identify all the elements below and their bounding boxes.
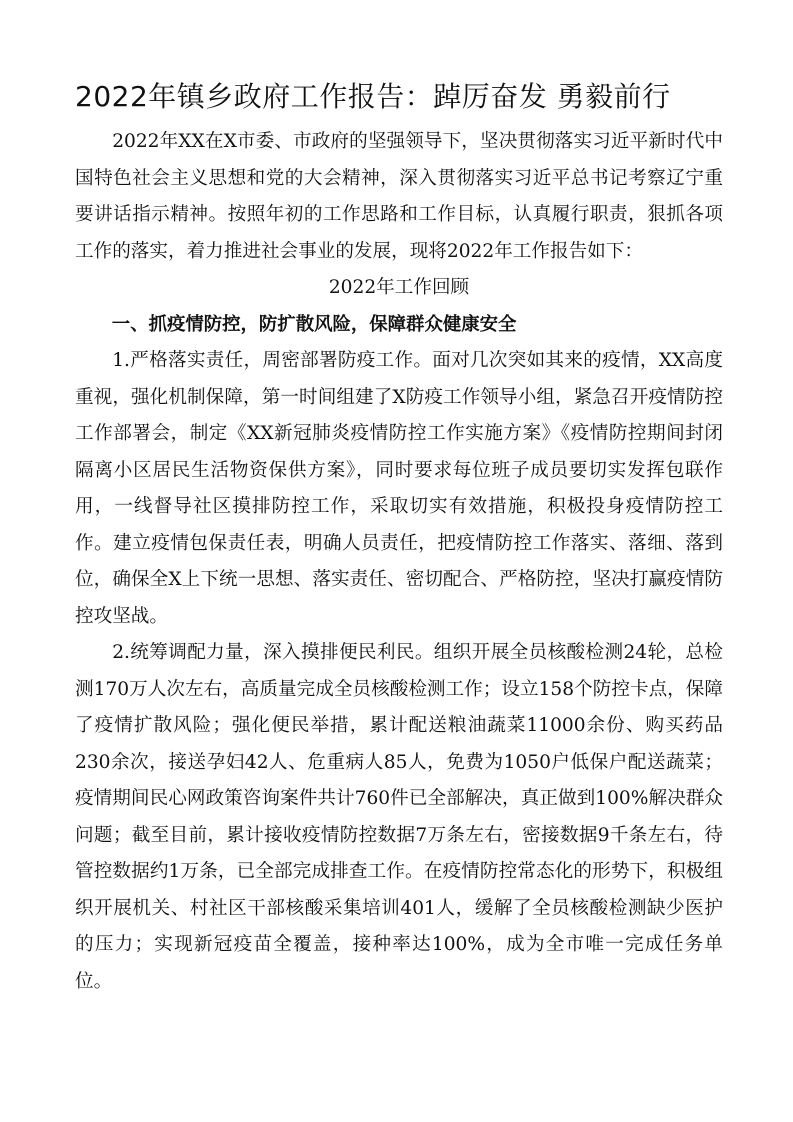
- heading-epidemic-control: 一、抓疫情防控，防扩散风险，保障群众健康安全: [111, 313, 517, 335]
- section-title: 2022年工作回顾: [328, 277, 470, 298]
- paragraph-item-1: 1.严格落实责任，周密部署防疫工作。面对几次突如其来的疫情，XX高度重视，强化机制保障，第一时间组建了X防疫工作领导小组，紧急召开疫情防控工作部署会，制定《XX新冠肺炎疫情防控工作实施方案》《疫情防控期间封闭隔离小区居民生活物资保供方案》，同时要求每位班子成员要切实发挥包联作用，一线督导社区摸排防控工作，采取切实有效措施，积极投身疫情防控工作。建立疫情包保责任表，明确人员责任，把疫情防控工作落实、落细、落到位，确保全X上下统一思想、落实责任、密切配合、严格防控，坚决打赢疫情防控攻坚战。: [75, 350, 723, 627]
- document-page: [75, 70, 723, 1000]
- document-title: 2022年镇乡政府工作报告：踔厉奋发 勇毅前行: [75, 80, 671, 113]
- intro-paragraph: 2022年XX在X市委、市政府的坚强领导下，坚决贯彻落实习近平新时代中国特色社会主义思想和党的大会精神，深入贯彻落实习近平总书记考察辽宁重要讲话指示精神。按照年初的工作思路和工作目标，认真履行职责，狠抓各项工作的落实，着力推进社会事业的发展，现将2022年工作报告如下：: [75, 131, 723, 262]
- paragraph-item-2: 2.统筹调配力量，深入摸排便民利民。组织开展全员核酸检测24轮，总检测170万人次左右，高质量完成全员核酸检测工作；设立158个防控卡点，保障了疫情扩散风险；强化便民举措，累计配送粮油蔬菜11000余份、购买药品230余次，接送孕妇42人、危重病人85人，免费为1050户低保户配送蔬菜；疫情期间民心网政策咨询案件共计760件已全部解决，真正做到100%解决群众问题；截至目前，累计接收疫情防控数据7万条左右，密接数据9千条左右，待管控数据约1万条，已全部完成排查工作。在疫情防控常态化的形势下，积极组织开展机关、村社区干部核酸采集培训401人，缓解了全员核酸检测缺少医护的压力；实现新冠疫苗全覆盖，接种率达100%，成为全市唯一完成任务单位。: [75, 642, 723, 992]
